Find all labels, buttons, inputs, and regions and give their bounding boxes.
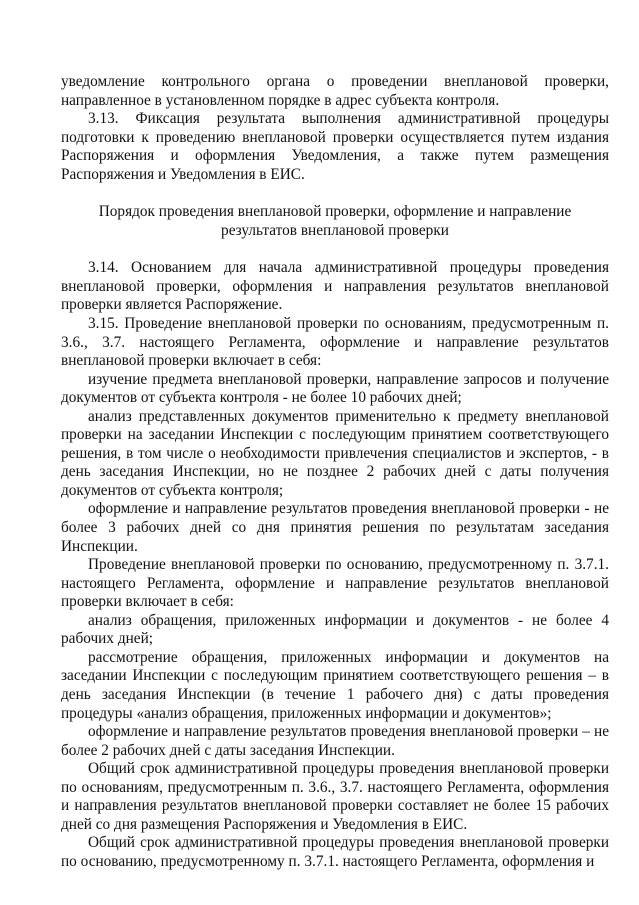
document-body [61, 73, 609, 871]
paragraph-results-2-days: оформление и направление результатов проведения внеплановой проверки – не более 2 рабочих дней с даты заседания Инспекции. [61, 723, 609, 759]
paragraph-3-13: 3.13. Фиксация результата выполнения административной процедуры подготовки к проведению внеплановой проверки осуществляется путем издания Распоряжения и оформления Уведомления, а также путем размещения Распоряжения и Уведомления в ЕИС. [61, 110, 609, 183]
paragraph-document-analysis: анализ представленных документов применительно к предмету внеплановой проверки на заседании Инспекции с последующим принятием соответствующего решения, в том числе о необходимости привлечения специалистов и экспертов, - в день заседания Инспекции, но не позднее 2 рабочих дней с даты получения документов от субъекта контроля; [61, 407, 609, 499]
paragraph-results-3-days: оформление и направление результатов проведения внеплановой проверки - не более 3 рабочих дней со дня принятия решения по результатам заседания Инспекции. [61, 500, 609, 555]
paragraph-total-term-3-6: Общий срок административной процедуры проведения внеплановой проверки по основаниям, предусмотренным п. 3.6., 3.7. настоящего Регламента, оформления и направления результатов внеплановой проверки составляет не более 15 рабочих дней со дня размещения Распоряжения и Уведомления в ЕИС. [61, 760, 609, 833]
paragraph-study-subject: изучение предмета внеплановой проверки, направление запросов и получение документов от субъекта контроля - не более 10 рабочих дней; [61, 370, 609, 407]
section-heading-line-1: Порядок проведения внеплановой проверки, оформление и направление [98, 203, 572, 221]
paragraph-appeal-analysis: анализ обращения, приложенных информации и документов - не более 4 рабочих дней; [61, 611, 609, 648]
paragraph-3-7-1-intro: Проведение внеплановой проверки по основанию, предусмотренному п. 3.7.1. настоящего Регламента, оформление и направление результатов внеплановой проверки включает в себя: [61, 556, 609, 611]
paragraph-total-term-3-7-1: Общий срок административной процедуры проведения внеплановой проверки по основанию, предусмотренному п. 3.7.1. настоящего Регламента, оформления и [61, 834, 609, 870]
section-heading [61, 203, 609, 240]
section-heading-line-2: результатов внеплановой проверки [221, 221, 449, 239]
paragraph-appeal-review: рассмотрение обращения, приложенных информации и документов на заседании Инспекции с последующим принятием соответствующего решения – в день заседания Инспекции (в течение 1 рабочего дня) с даты проведения процедуры «анализ обращения, приложенных информации и документов»; [61, 648, 609, 722]
paragraph-3-15: 3.15. Проведение внеплановой проверки по основаниям, предусмотренным п. 3.6., 3.7. настоящего Регламента, оформление и направление результатов внеплановой проверки включает в себя: [61, 315, 609, 370]
paragraph-continuation: уведомление контрольного органа о проведении внеплановой проверки, направленное в установленном порядке в адрес субъекта контроля. [61, 73, 609, 109]
paragraph-3-14: 3.14. Основанием для начала административной процедуры проведения внеплановой проверки, оформления и направления результатов внеплановой проверки является Распоряжение. [61, 259, 609, 314]
